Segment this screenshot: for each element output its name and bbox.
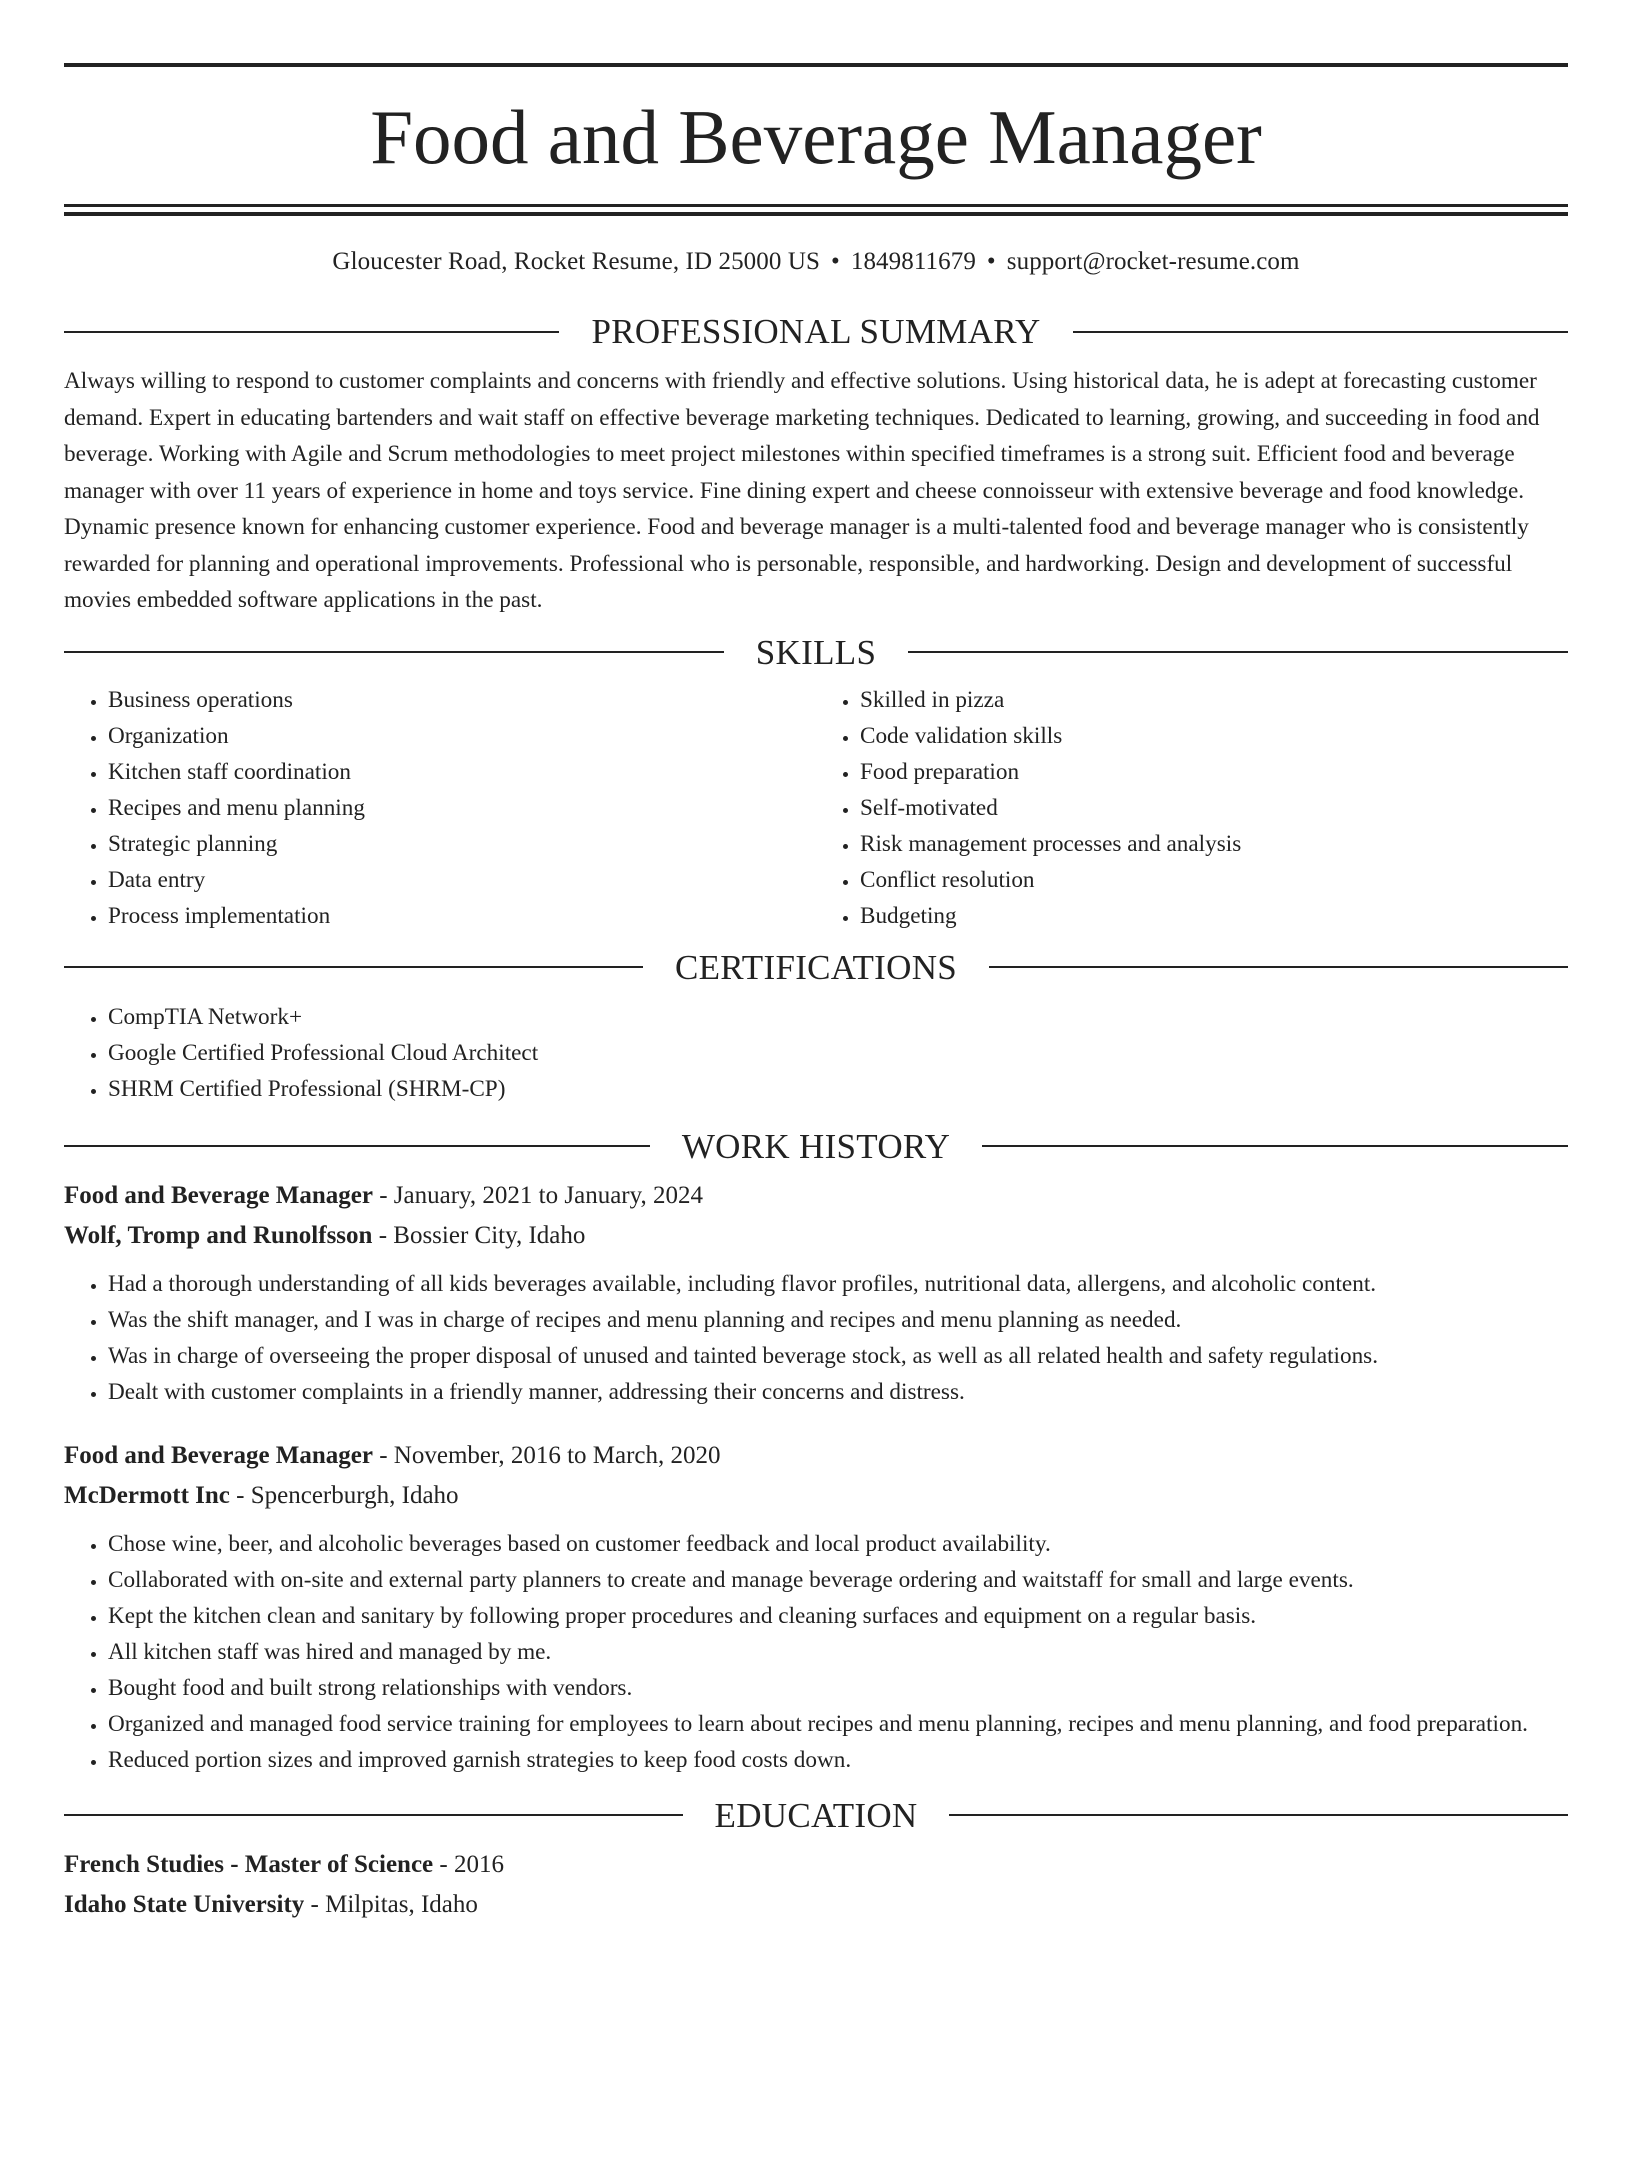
job-company-line — [64, 1216, 1568, 1256]
divider-line — [64, 651, 724, 653]
job-company-line — [64, 1476, 1568, 1516]
job-bullets — [64, 1266, 1568, 1410]
job-location: - Spencerburgh, Idaho — [229, 1481, 459, 1509]
skill-item: • Self-motivated — [860, 790, 1568, 826]
skills-list — [64, 682, 1568, 934]
divider-line — [64, 331, 559, 333]
resume-title: Food and Beverage Manager — [370, 94, 1262, 180]
job-dates: - November, 2016 to March, 2020 — [372, 1441, 721, 1469]
certifications-heading: CERTIFICATIONS — [674, 947, 958, 987]
education-location: - Milpitas, Idaho — [304, 1890, 478, 1918]
education-school: Idaho State University — [64, 1890, 305, 1918]
education-entry — [64, 1845, 1568, 1925]
skill-item: • Skilled in pizza — [860, 682, 1568, 718]
skills-heading: SKILLS — [755, 632, 877, 672]
skill-item: • Code validation skills — [860, 718, 1568, 754]
education-year: - 2016 — [433, 1850, 504, 1878]
job-bullet: • Kept the kitchen clean and sanitary by following proper procedures and cleaning surfaces and equipment on a regular basis. — [108, 1598, 1568, 1634]
skill-item: • Budgeting — [860, 898, 1568, 934]
skill-item: • Recipes and menu planning — [108, 790, 816, 826]
education-school-line — [64, 1885, 1568, 1925]
job-bullet: • Organized and managed food service training for employees to learn about recipes and menu planning, recipes and menu planning, and food preparation. — [108, 1706, 1568, 1742]
job-bullet: • Reduced portion sizes and improved garnish strategies to keep food costs down. — [108, 1742, 1568, 1778]
job-company: Wolf, Tromp and Runolfsson — [64, 1221, 373, 1249]
education-section-header — [64, 1795, 1568, 1835]
skills-column-right — [816, 682, 1568, 934]
divider-line — [949, 1814, 1568, 1816]
divider-line — [64, 966, 643, 968]
certifications-list — [64, 999, 1568, 1107]
job-bullet: • Bought food and built strong relationships with vendors. — [108, 1670, 1568, 1706]
divider-line — [908, 651, 1568, 653]
skill-item: • Kitchen staff coordination — [108, 754, 816, 790]
education-degree: French Studies - Master of Science — [64, 1850, 434, 1878]
skill-item: • Organization — [108, 718, 816, 754]
education-heading: EDUCATION — [714, 1795, 918, 1835]
skills-section-header — [64, 632, 1568, 672]
top-rule — [64, 63, 1568, 67]
skills-column-left — [64, 682, 816, 934]
divider-line — [982, 1145, 1568, 1147]
job-bullet: • All kitchen staff was hired and managed by me. — [108, 1634, 1568, 1670]
skill-item: • Strategic planning — [108, 826, 816, 862]
certification-item: • CompTIA Network+ — [108, 999, 1568, 1035]
divider-line — [64, 1145, 650, 1147]
work-section-header — [64, 1126, 1568, 1166]
job-dates: - January, 2021 to January, 2024 — [372, 1181, 704, 1209]
job-entry — [64, 1176, 1568, 1410]
divider-line — [64, 1814, 683, 1816]
contact-separator: • — [986, 248, 996, 275]
job-bullet: • Chose wine, beer, and alcoholic beverages based on customer feedback and local product availability. — [108, 1526, 1568, 1562]
job-title-line — [64, 1436, 1568, 1476]
contact-phone: 1849811679 — [850, 248, 976, 275]
contact-email: support@rocket-resume.com — [1006, 248, 1300, 275]
skill-item: • Risk management processes and analysis — [860, 826, 1568, 862]
job-location: - Bossier City, Idaho — [372, 1221, 586, 1249]
skill-item: • Business operations — [108, 682, 816, 718]
job-bullet: • Was the shift manager, and I was in charge of recipes and menu planning and recipes and menu planning as needed. — [108, 1302, 1568, 1338]
divider-line — [1073, 331, 1568, 333]
title-double-rule — [64, 204, 1568, 216]
job-company: McDermott Inc — [64, 1481, 230, 1509]
job-bullet: • Had a thorough understanding of all kids beverages available, including flavor profiles, nutritional data, allergens, and alcoholic content. — [108, 1266, 1568, 1302]
summary-heading: PROFESSIONAL SUMMARY — [591, 312, 1041, 351]
certifications-section-header — [64, 947, 1568, 987]
divider-line — [989, 966, 1568, 968]
summary-text: Always willing to respond to customer complaints and concerns with friendly and effective solutions. Using historical data, he is adept at forecasting customer demand. Expert in educating bartenders and wait staff on effective beverage marketing techniques. Dedicated to learning, growing, and succeeding in food and beverage. Working with Agile and Scrum methodologies to meet project milestones within specified timeframes is a strong suit. Efficient food and beverage manager with over 11 years of experience in home and toys service. Fine dining expert and cheese connoisseur with extensive beverage and food knowledge. Dynamic presence known for enhancing customer experience. Food and beverage manager is a multi-talented food and beverage manager who is consistently rewarded for planning and operational improvements. Professional who is personable, responsible, and hardworking. Design and development of successful movies embedded software applications in the past. — [64, 368, 1540, 613]
skill-item: • Food preparation — [860, 754, 1568, 790]
job-bullets — [64, 1526, 1568, 1778]
resume-page — [0, 63, 1632, 2175]
job-bullet: • Collaborated with on-site and external party planners to create and manage beverage ordering and waitstaff for small and large events. — [108, 1562, 1568, 1598]
job-entry — [64, 1436, 1568, 1778]
education-degree-line — [64, 1845, 1568, 1885]
contact-line — [64, 247, 1568, 277]
job-bullet: • Dealt with customer complaints in a friendly manner, addressing their concerns and distress. — [108, 1374, 1568, 1410]
job-title-line — [64, 1176, 1568, 1216]
skill-item: • Data entry — [108, 862, 816, 898]
job-title: Food and Beverage Manager — [64, 1441, 373, 1469]
certification-item: • SHRM Certified Professional (SHRM-CP) — [108, 1071, 1568, 1107]
job-bullet: • Was in charge of overseeing the proper disposal of unused and tainted beverage stock, as well as all related health and safety regulations. — [108, 1338, 1568, 1374]
job-title: Food and Beverage Manager — [64, 1181, 373, 1209]
summary-section-header — [64, 314, 1568, 349]
contact-address: Gloucester Road, Rocket Resume, ID 25000 US — [332, 248, 820, 275]
skill-item: • Process implementation — [108, 898, 816, 934]
skill-item: • Conflict resolution — [860, 862, 1568, 898]
contact-separator: • — [830, 248, 840, 275]
work-heading: WORK HISTORY — [681, 1126, 951, 1166]
certification-item: • Google Certified Professional Cloud Architect — [108, 1035, 1568, 1071]
